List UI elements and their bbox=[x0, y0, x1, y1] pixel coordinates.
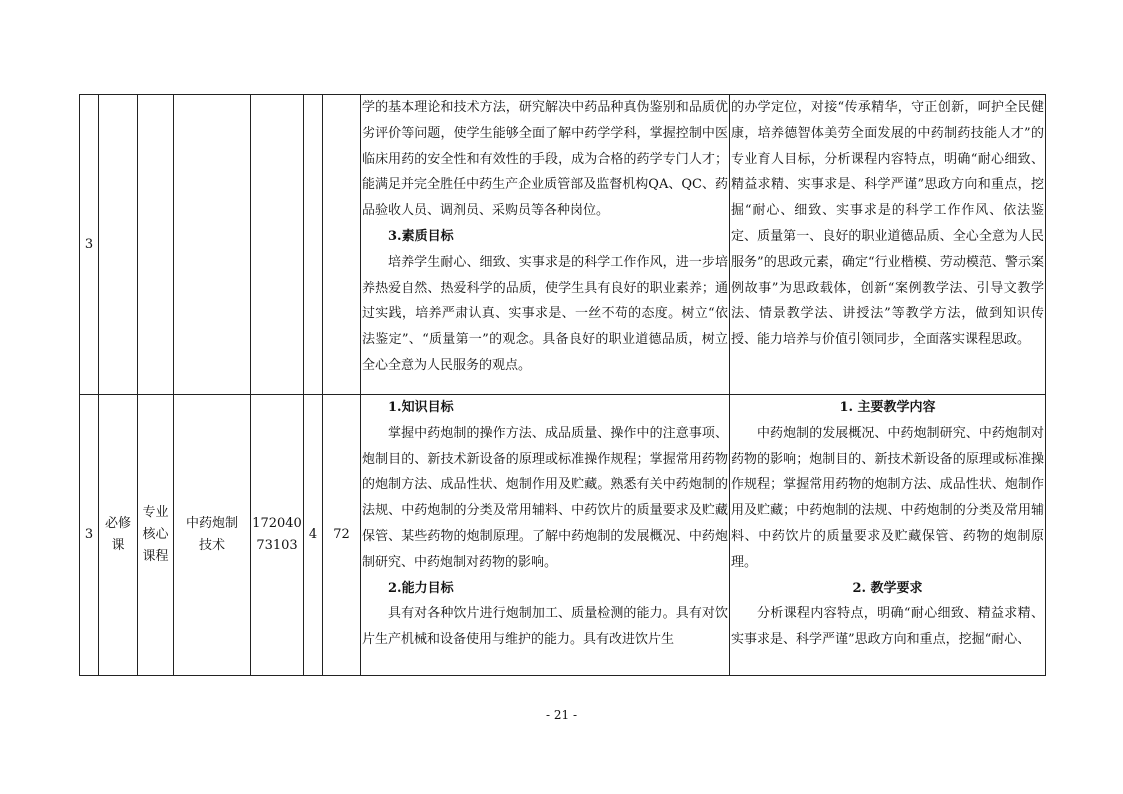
section-heading: 1. 主要教学内容 bbox=[839, 400, 936, 415]
paragraph: 具有对各种饮片进行炮制加工、质量检测的能力。具有对饮片生产机械和设备使用与维护的能力。具有改进饮片生 bbox=[362, 606, 728, 648]
row1-credits bbox=[304, 95, 323, 395]
paragraph: 的办学定位，对接“传承精华，守正创新，呵护全民健康，培养德智体美劳全面发展的中药制药技能人才”的专业育人目标，分析课程内容特点，明确“耐心细致、精益求精、实事求是、科学严谨”思政方向和重点，挖掘“耐心、细致、实事求是的科学工作作风、依法鉴定、质量第一、良好的职业道德品质、全心全意为人民服务”的思政元素，确定“行业楷模、劳动模范、警示案例故事”为思政载体，创新“案例教学法、引导文教学法、情景教学法、讲授法”等教学方法，做到知识传授、能力培养与价值引领同步，全面落实课程思政。 bbox=[731, 100, 1044, 348]
row2-course-code bbox=[251, 395, 304, 676]
row1-course-code bbox=[251, 95, 304, 395]
course-code-label: 17204073103 bbox=[252, 516, 302, 553]
row2-hours: 72 bbox=[323, 395, 361, 676]
row1-hours bbox=[323, 95, 361, 395]
section-heading: 1.知识目标 bbox=[388, 400, 454, 415]
row2-course-type bbox=[99, 395, 138, 676]
row1-objectives bbox=[361, 95, 730, 395]
course-type-label: 必修课 bbox=[104, 516, 131, 553]
paragraph: 掌握中药炮制的操作方法、成品质量、操作中的注意事项、炮制目的、新技术新设备的原理或标准操作规程；掌握常用药物的炮制方法、成品性状、炮制作用及贮藏。熟悉有关中药炮制的法规、中药炮制的分类及常用辅料、中药饮片的质量要求及贮藏保管、某些药物的炮制原理。了解中药炮制的发展概况、中药炮制研究、中药炮制对药物的影响。 bbox=[362, 425, 728, 570]
row1-content bbox=[730, 95, 1046, 395]
row2-content bbox=[730, 395, 1046, 676]
row2-category bbox=[138, 395, 174, 676]
paragraph: 学的基本理论和技术方法，研究解决中药品种真伪鉴别和品质优劣评价等问题，使学生能够全面了解中药学学科，掌握控制中医临床用药的安全性和有效性的手段，成为合格的药学专门人才；能满足并完全胜任中药生产企业质管部及监督机构QA、QC、药品验收人员、调剂员、采购员等各种岗位。 bbox=[362, 100, 728, 219]
paragraph: 培养学生耐心、细致、实事求是的科学工作作风，进一步培养热爱自然、热爱科学的品质，使学生具有良好的职业素养；通过实践，培养严肃认真、实事求是、一丝不苟的态度。树立“依法鉴定”、“质量第一”的观念。具备良好的职业道德品质，树立全心全意为人民服务的观点。 bbox=[362, 254, 728, 373]
paragraph: 中药炮制的发展概况、中药炮制研究、中药炮制对药物的影响；炮制目的、新技术新设备的原理或标准操作规程；掌握常用药物的炮制方法、成品性状、炮制作用及贮藏；中药炮制的法规、中药炮制的分类及常用辅料、中药饮片的质量要求及贮藏保管、药物的炮制原理。 bbox=[731, 425, 1044, 570]
page-number: - 21 - bbox=[545, 708, 577, 722]
row2-index: 3 bbox=[80, 395, 99, 676]
row2-course-name bbox=[174, 395, 251, 676]
course-table bbox=[79, 94, 1046, 676]
table-row bbox=[80, 395, 1046, 676]
course-name-label: 中药炮制技术 bbox=[185, 516, 238, 553]
category-label: 专业核心课程 bbox=[142, 505, 169, 564]
section-heading: 3.素质目标 bbox=[388, 228, 454, 244]
row2-objectives bbox=[361, 395, 730, 676]
row1-index: 3 bbox=[80, 95, 99, 395]
paragraph: 分析课程内容特点，明确“耐心细致、精益求精、实事求是、科学严谨”思政方向和重点，挖掘“耐心、 bbox=[731, 606, 1044, 648]
row1-course-type bbox=[99, 95, 138, 395]
section-heading: 2. 教学要求 bbox=[852, 580, 923, 596]
row1-course-name bbox=[174, 95, 251, 395]
row1-category bbox=[138, 95, 174, 395]
row2-credits: 4 bbox=[304, 395, 323, 676]
table-row bbox=[80, 95, 1046, 395]
section-heading: 2.能力目标 bbox=[388, 580, 454, 596]
